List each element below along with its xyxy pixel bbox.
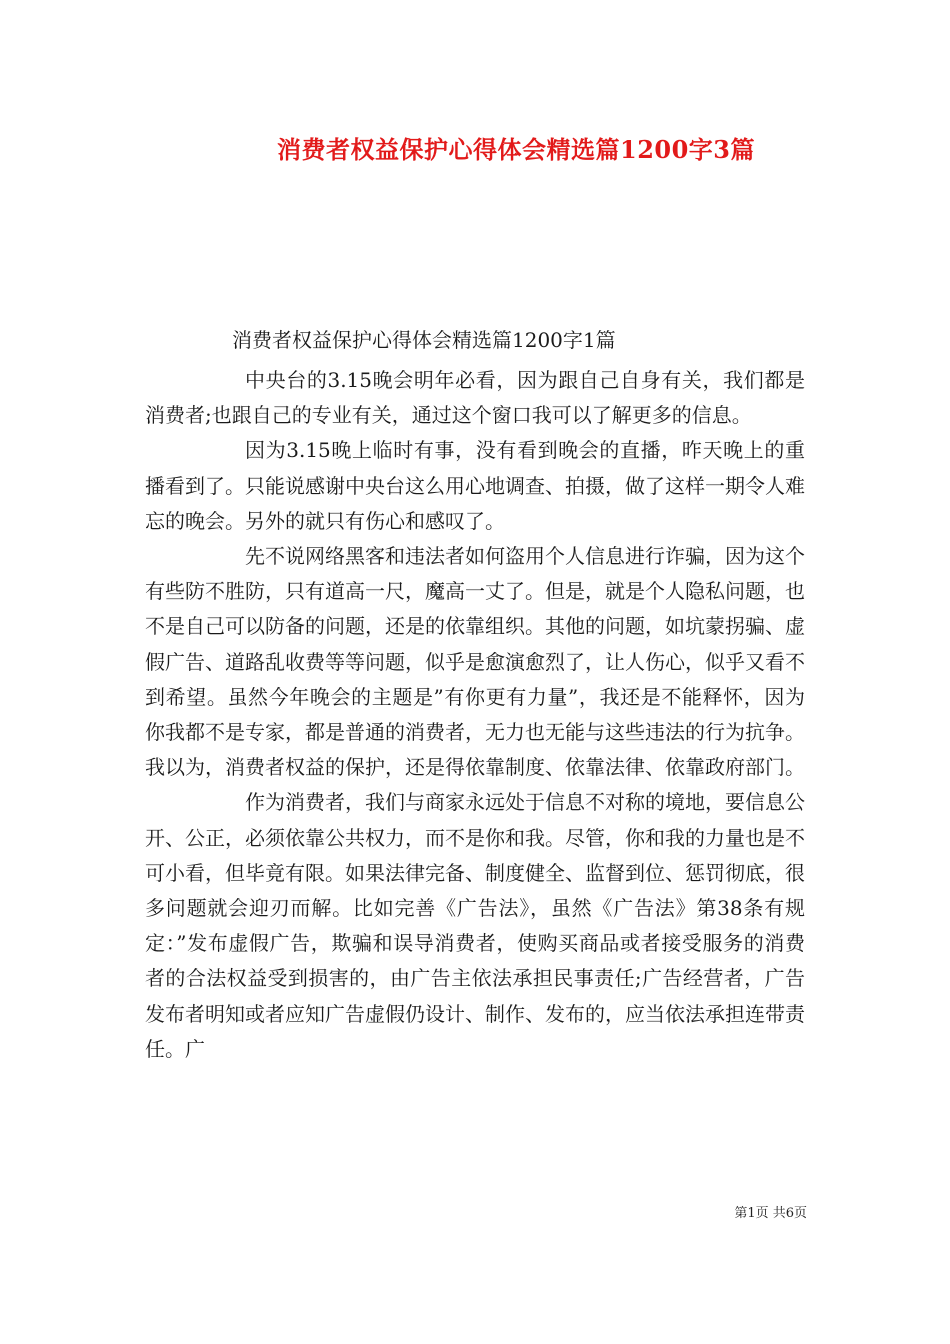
paragraph: 中央台的3.15晚会明年必看，因为跟自己自身有关，我们都是消费者;也跟自己的专业有关，通过这个窗口我可以了解更多的信息。 — [145, 368, 805, 428]
section-heading: 消费者权益保护心得体会精选篇1200字1篇 — [232, 328, 616, 352]
page-number: 第1页 共6页 — [734, 1206, 807, 1221]
paragraph: 作为消费者，我们与商家永远处于信息不对称的境地，要信息公开、公正，必须依靠公共权力，而不是你和我。尽管，你和我的力量也是不可小看，但毕竟有限。如果法律完备、制度健全、监督到位、惩罚彻底，很多问题就会迎刃而解。比如完善《广告法》，虽然《广告法》第38条有规定：”发布虚假广告，欺骗和误导消费者，使购买商品或者接受服务的消费者的合法权益受到损害的，由广告主依法承担民事责任;广告经营者，广告发布者明知或者应知广告虚假仍设计、制作、发布的，应当依法承担连带责任。广 — [145, 790, 805, 1061]
paragraph: 先不说网络黑客和违法者如何盗用个人信息进行诈骗，因为这个有些防不胜防，只有道高一尺，魔高一丈了。但是，就是个人隐私问题，也不是自己可以防备的问题，还是的依靠组织。其他的问题，如坑蒙拐骗、虚假广告、道路乱收费等等问题，似乎是愈演愈烈了，让人伤心，似乎又看不到希望。虽然今年晚会的主题是”有你更有力量”，我还是不能释怀，因为你我都不是专家，都是普通的消费者，无力也无能与这些违法的行为抗争。我以为，消费者权益的保护，还是得依靠制度、依靠法律、依靠政府部门。 — [145, 544, 805, 780]
paragraph: 因为3.15晚上临时有事，没有看到晚会的直播，昨天晚上的重播看到了。只能说感谢中央台这么用心地调查、拍摄，做了这样一期令人难忘的晚会。另外的就只有伤心和感叹了。 — [145, 438, 805, 533]
document-body — [145, 363, 805, 1067]
document-title: 消费者权益保护心得体会精选篇1200字3篇 — [277, 135, 755, 164]
